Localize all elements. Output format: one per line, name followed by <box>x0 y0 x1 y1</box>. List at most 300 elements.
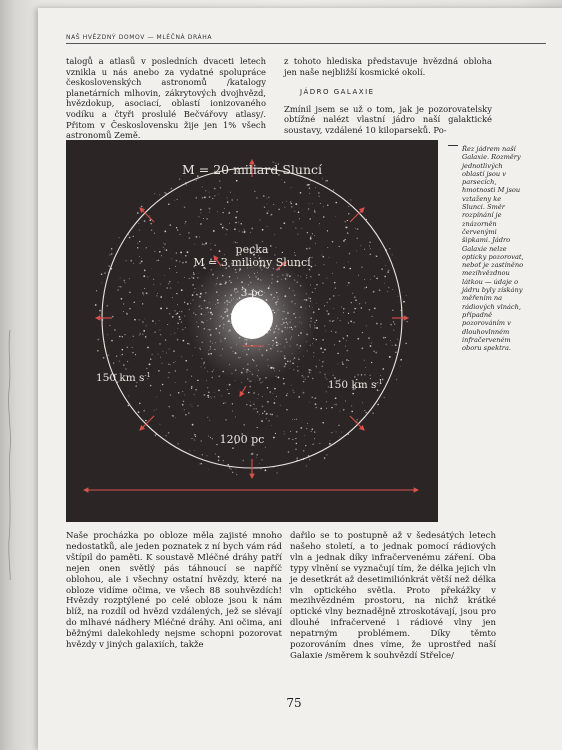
star-dot <box>226 234 227 235</box>
star-dot <box>314 438 315 439</box>
star-dot <box>201 440 202 441</box>
star-dot <box>305 379 306 380</box>
star-dot <box>151 268 152 269</box>
star-dot <box>295 227 296 228</box>
star-dot <box>303 450 305 452</box>
star-dot <box>302 375 304 377</box>
star-dot <box>389 356 391 358</box>
star-dot <box>395 351 397 353</box>
star-dot <box>185 381 186 382</box>
star-dot <box>287 393 288 394</box>
star-dot <box>309 203 310 204</box>
star-dot <box>323 206 324 207</box>
star-dot <box>155 323 156 324</box>
star-dot <box>295 438 296 439</box>
star-dot <box>162 384 164 386</box>
star-dot <box>331 432 332 433</box>
star-dot <box>267 387 269 389</box>
star-dot <box>318 196 319 197</box>
star-dot <box>324 457 325 458</box>
star-dot <box>210 437 211 438</box>
star-dot <box>263 195 265 197</box>
star-dot <box>290 201 291 202</box>
star-dot <box>101 273 102 274</box>
star-dot <box>168 377 169 378</box>
nucleus-arrow-lower <box>240 386 246 396</box>
star-dot <box>322 179 323 180</box>
star-dot <box>194 394 195 395</box>
star-dot <box>182 329 184 331</box>
star-dot <box>353 312 355 314</box>
star-dot <box>128 405 129 406</box>
star-dot <box>373 350 375 352</box>
star-dot <box>118 286 119 287</box>
star-dot <box>335 397 337 399</box>
star-dot <box>299 218 300 219</box>
star-dot <box>139 241 140 242</box>
star-dot <box>111 253 113 255</box>
star-dot <box>141 258 142 259</box>
star-dot <box>149 215 150 216</box>
star-dot <box>218 460 220 462</box>
star-dot <box>101 283 102 284</box>
caption-pointer-line <box>448 145 458 146</box>
star-dot <box>335 331 337 333</box>
star-dot <box>204 244 205 245</box>
star-dot <box>351 411 353 413</box>
star-dot <box>312 444 313 445</box>
star-dot <box>219 250 221 252</box>
star-dot <box>184 277 185 278</box>
star-dot <box>354 376 356 378</box>
star-dot <box>150 359 151 360</box>
star-dot <box>248 392 250 394</box>
star-dot <box>117 289 118 290</box>
star-dot <box>205 190 206 191</box>
star-dot <box>333 308 334 309</box>
star-dot <box>333 189 334 190</box>
star-dot <box>348 206 349 207</box>
star-dot <box>389 248 390 249</box>
star-dot <box>222 212 223 213</box>
star-dot <box>230 469 231 470</box>
star-dot <box>184 223 185 224</box>
star-dot <box>390 324 392 326</box>
star-dot <box>310 370 311 371</box>
star-dot <box>171 258 172 259</box>
star-dot <box>212 198 213 199</box>
star-dot <box>309 247 311 249</box>
star-dot <box>369 253 371 255</box>
star-dot <box>306 277 307 278</box>
star-dot <box>360 245 361 246</box>
star-dot <box>123 280 125 282</box>
star-dot <box>220 224 221 225</box>
star-dot <box>357 374 358 375</box>
star-dot <box>197 405 199 407</box>
star-dot <box>314 235 315 236</box>
star-dot <box>191 376 192 377</box>
star-dot <box>313 356 314 357</box>
star-dot <box>236 211 238 213</box>
star-dot <box>274 399 275 400</box>
star-dot <box>310 238 312 240</box>
star-dot <box>159 343 161 345</box>
star-dot <box>310 285 311 286</box>
star-dot <box>154 251 155 252</box>
star-dot <box>336 263 337 264</box>
star-dot <box>174 333 175 334</box>
star-dot <box>384 276 386 278</box>
star-dot <box>139 319 140 320</box>
star-dot <box>177 229 178 230</box>
star-dot <box>350 199 351 200</box>
star-dot <box>160 296 162 298</box>
star-dot <box>177 304 178 305</box>
star-dot <box>159 330 160 331</box>
star-dot <box>179 178 180 179</box>
star-dot <box>188 412 190 414</box>
star-dot <box>224 208 225 209</box>
star-dot <box>193 272 194 273</box>
star-dot <box>312 292 313 293</box>
star-dot <box>126 313 127 314</box>
star-dot <box>166 352 167 353</box>
star-dot <box>334 404 335 405</box>
star-dot <box>152 354 153 355</box>
star-dot <box>280 405 281 406</box>
star-dot <box>334 282 336 284</box>
star-dot <box>132 347 133 348</box>
star-dot <box>297 366 298 367</box>
star-dot <box>195 236 197 238</box>
star-dot <box>256 454 258 456</box>
star-dot <box>176 313 177 314</box>
star-dot <box>366 325 367 326</box>
star-dot <box>264 411 265 412</box>
star-dot <box>154 193 155 194</box>
star-dot <box>95 304 97 306</box>
star-dot <box>384 283 385 284</box>
expansion-arrow-top-right <box>350 208 364 222</box>
star-dot <box>268 197 270 199</box>
star-dot <box>354 308 356 310</box>
star-dot <box>191 388 192 389</box>
star-dot <box>165 435 166 436</box>
star-dot <box>307 184 309 186</box>
star-dot <box>406 321 407 322</box>
star-dot <box>370 345 372 347</box>
star-dot <box>406 295 407 296</box>
star-dot <box>229 223 230 224</box>
star-dot <box>265 469 267 471</box>
star-dot <box>166 249 168 251</box>
star-dot <box>129 396 130 397</box>
star-dot <box>182 404 184 406</box>
star-dot <box>251 227 253 229</box>
star-dot <box>373 291 375 293</box>
star-dot <box>208 392 210 394</box>
star-dot <box>322 352 323 353</box>
star-dot <box>130 260 132 262</box>
star-dot <box>259 463 260 464</box>
star-dot <box>178 282 179 283</box>
star-dot <box>326 310 328 312</box>
star-dot <box>204 197 206 199</box>
star-dot <box>335 404 337 406</box>
star-dot <box>229 384 231 386</box>
star-dot <box>334 344 335 345</box>
star-dot <box>361 374 362 375</box>
star-dot <box>335 287 336 288</box>
star-dot <box>208 436 209 437</box>
star-dot <box>200 223 202 225</box>
bottom-right-paragraph: dařilo se to postupně až v šedesátých letech našeho století, a to jednak pomocí rádiových vln a jednak díky infračervenému záření. Oba typy vlnění se vyznačují tím, že délka jejich vln je desetkrát až desetimiliónkrát větší než délka vln optického světla. Proto překážky v mezihvězdném prostoru, na nichž krátké optické vlny beznadějně ztroskotávají, jsou pro dlouhé infračervené i rádiové vlny jen nepatrným problémem. Díky těmto pozorováním dnes víme, že uprostřed naší Galaxie /směrem k souhvězdí Střelce/ <box>290 531 496 661</box>
star-dot <box>141 206 143 208</box>
star-dot <box>142 303 143 304</box>
star-dot <box>187 343 188 344</box>
star-dot <box>160 390 161 391</box>
star-dot <box>309 218 310 219</box>
star-dot <box>231 199 233 201</box>
star-dot <box>327 204 329 206</box>
star-dot <box>185 360 187 362</box>
star-dot <box>388 270 389 271</box>
star-dot <box>225 228 226 229</box>
star-dot <box>312 428 314 430</box>
star-dot <box>283 383 285 385</box>
star-dot <box>251 454 253 456</box>
star-dot <box>212 438 213 439</box>
star-dot <box>261 459 262 460</box>
star-dot <box>225 419 226 420</box>
star-dot <box>168 363 170 365</box>
star-dot <box>244 229 245 230</box>
star-dot <box>301 228 302 229</box>
star-dot <box>338 424 340 426</box>
star-dot <box>187 251 189 253</box>
star-dot <box>194 439 195 440</box>
star-dot <box>271 214 273 216</box>
star-dot <box>129 278 130 279</box>
star-dot <box>267 401 269 403</box>
star-dot <box>380 323 381 324</box>
star-dot <box>243 424 245 426</box>
star-dot <box>262 241 263 242</box>
star-dot <box>295 203 297 205</box>
star-dot <box>109 325 110 326</box>
star-dot <box>364 279 365 280</box>
star-dot <box>133 236 134 237</box>
star-dot <box>173 350 175 352</box>
star-dot <box>179 319 180 320</box>
star-dot <box>155 435 156 436</box>
star-dot <box>335 216 336 217</box>
star-dot <box>226 229 227 230</box>
star-dot <box>405 343 407 345</box>
star-dot <box>376 323 378 325</box>
star-dot <box>332 321 334 323</box>
star-dot <box>181 311 183 313</box>
star-dot <box>207 371 208 372</box>
star-dot <box>266 212 268 214</box>
star-dot <box>282 202 283 203</box>
star-dot <box>226 385 227 386</box>
star-dot <box>376 278 378 280</box>
star-dot <box>223 403 225 405</box>
star-dot <box>331 407 332 408</box>
star-dot <box>259 219 260 220</box>
star-dot <box>227 389 228 390</box>
star-dot <box>249 386 251 388</box>
star-dot <box>238 222 239 223</box>
star-dot <box>346 226 348 228</box>
star-dot <box>146 292 148 294</box>
star-dot <box>316 407 318 409</box>
star-dot <box>147 277 148 278</box>
star-dot <box>306 466 307 467</box>
star-dot <box>182 262 183 263</box>
star-dot <box>267 204 268 205</box>
star-dot <box>146 325 147 326</box>
star-dot <box>326 408 327 409</box>
star-dot <box>319 443 320 444</box>
star-dot <box>343 308 344 309</box>
star-dot <box>347 232 348 233</box>
star-dot <box>144 319 145 320</box>
star-dot <box>268 210 269 211</box>
star-dot <box>127 347 128 348</box>
star-dot <box>348 213 350 215</box>
star-dot <box>361 266 362 267</box>
star-dot <box>201 463 202 464</box>
star-dot <box>164 249 165 250</box>
star-dot <box>337 364 338 365</box>
top-left-column <box>66 56 266 141</box>
star-dot <box>195 436 196 437</box>
star-dot <box>316 284 318 286</box>
star-dot <box>189 278 190 279</box>
star-dot <box>168 372 169 373</box>
star-dot <box>139 403 141 405</box>
star-dot <box>353 322 354 323</box>
star-dot <box>288 438 289 439</box>
star-dot <box>189 450 190 451</box>
star-dot <box>144 288 145 289</box>
star-dot <box>345 239 346 240</box>
star-dot <box>196 197 197 198</box>
star-dot <box>139 262 141 264</box>
star-dot <box>209 420 210 421</box>
star-dot <box>192 406 193 407</box>
star-dot <box>229 467 231 469</box>
star-dot <box>322 422 324 424</box>
star-dot <box>161 255 162 256</box>
star-dot <box>310 276 312 278</box>
star-dot <box>121 298 123 300</box>
star-dot <box>176 252 177 253</box>
star-dot <box>242 460 244 462</box>
star-dot <box>396 379 397 380</box>
star-dot <box>268 420 269 421</box>
running-head: NAŠ HVĚZDNÝ DOMOV — MLÉČNÁ DRÁHA <box>66 34 546 44</box>
star-dot <box>357 228 359 230</box>
star-dot <box>309 402 310 403</box>
star-dot <box>147 347 149 349</box>
star-dot <box>346 340 347 341</box>
star-dot <box>253 404 255 406</box>
star-dot <box>177 339 179 341</box>
star-dot <box>137 212 139 214</box>
bottom-left-column <box>66 531 282 651</box>
star-dot <box>366 287 367 288</box>
section-intro-paragraph: Zmínil jsem se už o tom, jak je pozorovatelsky obtížné nalézt vlastní jádro naší galaktické soustavy, vzdálené 10 kiloparseků. Po- <box>284 103 492 135</box>
star-dot <box>316 327 318 329</box>
star-dot <box>351 302 352 303</box>
star-dot <box>337 317 338 318</box>
star-dot <box>192 424 194 426</box>
star-dot <box>290 431 291 432</box>
star-dot <box>294 419 295 420</box>
star-dot <box>300 192 302 194</box>
star-dot <box>214 188 216 190</box>
star-dot <box>335 202 337 204</box>
star-dot <box>339 411 340 412</box>
star-dot <box>239 231 240 232</box>
star-dot <box>185 221 187 223</box>
star-dot <box>185 261 187 263</box>
star-dot <box>183 401 185 403</box>
star-dot <box>178 328 179 329</box>
star-dot <box>236 180 238 182</box>
star-dot <box>392 310 393 311</box>
star-dot <box>275 433 276 434</box>
star-dot <box>311 262 312 263</box>
star-dot <box>106 305 108 307</box>
star-dot <box>177 323 178 324</box>
star-dot <box>361 307 362 308</box>
star-dot <box>184 302 185 303</box>
star-dot <box>234 228 236 230</box>
star-dot <box>222 227 224 229</box>
star-dot <box>297 234 298 235</box>
star-dot <box>284 431 285 432</box>
pencil-margin-marks <box>4 330 18 580</box>
star-dot <box>198 216 199 217</box>
star-dot <box>160 284 161 285</box>
star-dot <box>329 443 331 445</box>
star-dot <box>190 404 191 405</box>
star-dot <box>127 361 128 362</box>
star-dot <box>310 181 311 182</box>
star-dot <box>194 244 195 245</box>
star-dot <box>318 274 320 276</box>
star-dot <box>186 369 187 370</box>
star-dot <box>341 432 342 433</box>
bottom-right-column <box>290 531 496 662</box>
pecka-label: pecka <box>235 243 269 256</box>
star-dot <box>262 229 264 231</box>
star-dot <box>172 297 173 298</box>
star-dot <box>149 220 151 222</box>
star-dot <box>376 256 378 258</box>
star-dot <box>218 390 220 392</box>
star-dot <box>125 368 126 369</box>
star-dot <box>138 223 139 224</box>
star-dot <box>309 193 310 194</box>
star-dot <box>153 284 154 285</box>
star-dot <box>314 210 315 211</box>
